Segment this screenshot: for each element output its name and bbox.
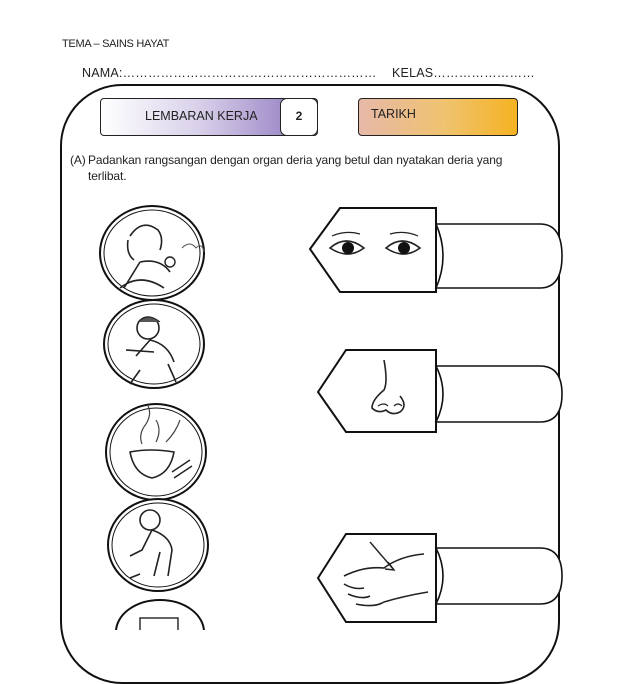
instruction-letter: (A)	[70, 153, 86, 167]
steaming-food-bowl-picture[interactable]	[106, 404, 206, 500]
hand-card[interactable]	[318, 534, 436, 622]
date-field[interactable]: TARIKH	[358, 98, 518, 136]
worksheet-number: 2	[280, 98, 318, 136]
eyes-card[interactable]	[310, 208, 436, 292]
answer-box-3[interactable]	[436, 548, 562, 604]
name-field[interactable]: NAMA:……………………………………………………	[82, 66, 377, 80]
smelling-flower-picture[interactable]	[100, 206, 204, 300]
answer-box-2[interactable]	[436, 366, 562, 422]
nose-card[interactable]	[318, 350, 436, 432]
answer-box-1[interactable]	[436, 224, 562, 288]
instruction-line1: Padankan rangsangan dengan organ deria yang betul dan nyatakan deria yang	[88, 153, 503, 167]
touching-object-picture[interactable]	[104, 300, 204, 388]
worksheet-title: LEMBARAN KERJA	[100, 98, 318, 136]
theme-heading: TEMA – SAINS HAYAT	[62, 38, 170, 50]
instruction-line2: terlibat.	[88, 169, 127, 183]
bending-child-picture[interactable]	[108, 499, 208, 591]
class-field[interactable]: KELAS……………………	[392, 66, 535, 80]
radio-picture[interactable]	[116, 600, 204, 630]
